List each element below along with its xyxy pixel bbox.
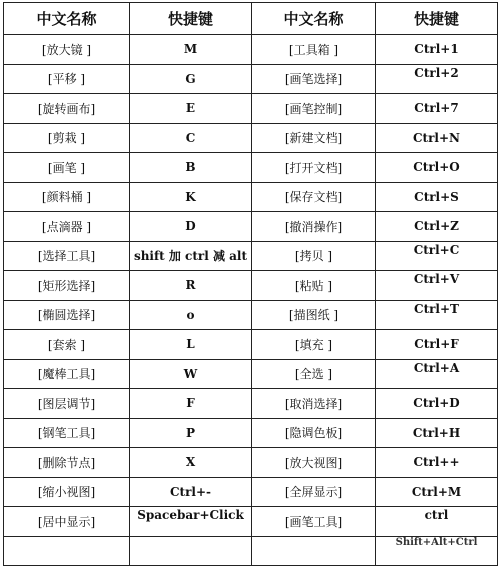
command-name-cell [252, 35, 376, 65]
command-shortcut-cell-text: Ctrl+7 [414, 101, 459, 116]
table-row [4, 212, 498, 242]
command-name-cell [252, 507, 376, 537]
tool-shortcut-cell-text: D [185, 219, 196, 234]
tool-shortcut-cell [130, 507, 252, 537]
header-name-1: 中文名称 [4, 3, 130, 35]
command-shortcut-cell-text: Shift+Alt+Ctrl [395, 536, 478, 548]
tool-name-cell [4, 359, 130, 389]
tool-shortcut-cell [130, 182, 252, 212]
command-shortcut-cell [376, 35, 498, 65]
command-name-cell [252, 477, 376, 507]
command-name-cell [252, 300, 376, 330]
tool-shortcut-cell-text: Ctrl+- [169, 484, 211, 499]
tool-name-cell [4, 241, 130, 271]
command-name-cell-text: [描图纸 ] [288, 308, 339, 323]
tool-name-cell [4, 182, 130, 212]
tool-shortcut-cell-text: B [185, 160, 196, 175]
command-name-cell-text: [放大视图] [284, 455, 343, 470]
command-shortcut-cell-text: Ctrl++ [413, 455, 460, 470]
command-shortcut-cell [376, 94, 498, 124]
table-row [4, 35, 498, 65]
command-shortcut-cell-text: Ctrl+H [412, 425, 461, 440]
tool-shortcut-cell [130, 536, 252, 566]
tool-name-cell [4, 507, 130, 537]
command-name-cell [252, 241, 376, 271]
command-shortcut-cell-text: Ctrl+D [413, 396, 460, 411]
command-shortcut-cell-text: Ctrl+1 [414, 42, 459, 57]
command-shortcut-cell [376, 182, 498, 212]
command-name-cell [252, 330, 376, 360]
command-shortcut-cell [376, 507, 498, 537]
table-row [4, 64, 498, 94]
command-shortcut-cell-text: Ctrl+V [413, 272, 460, 287]
table-row [4, 389, 498, 419]
tool-name-cell [4, 448, 130, 478]
tool-name-cell-text: [套索 ] [47, 337, 86, 352]
tool-shortcut-cell [130, 448, 252, 478]
command-name-cell-text: [拷贝 ] [294, 249, 333, 264]
table-row [4, 418, 498, 448]
tool-name-cell [4, 64, 130, 94]
tool-name-cell [4, 271, 130, 301]
header-name-2: 中文名称 [252, 3, 376, 35]
tool-shortcut-cell-text: P [185, 425, 196, 440]
tool-shortcut-cell-text: F [186, 396, 195, 411]
command-shortcut-cell-text: Ctrl+N [413, 130, 460, 145]
command-shortcut-cell [376, 359, 498, 389]
command-name-cell-text: [隐调色板] [284, 426, 343, 441]
command-shortcut-cell [376, 300, 498, 330]
command-name-cell-text: [画笔控制] [284, 101, 343, 116]
tool-name-cell [4, 477, 130, 507]
tool-shortcut-cell [130, 359, 252, 389]
tool-name-cell-text: [剪栽 ] [47, 131, 86, 146]
command-name-cell [252, 536, 376, 566]
table-row [4, 448, 498, 478]
tool-name-cell-text: [颜料桶 ] [41, 190, 92, 205]
tool-shortcut-cell [130, 123, 252, 153]
command-shortcut-cell-text: Ctrl+S [414, 189, 459, 204]
tool-shortcut-cell-text: X [185, 455, 196, 470]
table-row [4, 359, 498, 389]
command-shortcut-cell-text: Ctrl+T [414, 301, 459, 316]
command-name-cell-text: [画笔工具] [284, 514, 343, 529]
command-shortcut-cell [376, 389, 498, 419]
table-row [4, 123, 498, 153]
command-name-cell-text: [打开文档] [284, 160, 343, 175]
tool-shortcut-cell-text: G [185, 71, 196, 86]
command-name-cell [252, 64, 376, 94]
tool-name-cell [4, 94, 130, 124]
header-key-2: 快捷键 [376, 3, 498, 35]
command-shortcut-cell [376, 212, 498, 242]
tool-name-cell-text: [图层调节] [37, 396, 96, 411]
command-name-cell [252, 182, 376, 212]
tool-shortcut-cell-text: shift 加 ctrl 减 alt [133, 249, 248, 264]
command-name-cell [252, 271, 376, 301]
command-shortcut-cell [376, 271, 498, 301]
tool-shortcut-cell-text: R [185, 278, 196, 293]
command-name-cell [252, 212, 376, 242]
tool-name-cell [4, 35, 130, 65]
tool-shortcut-cell [130, 418, 252, 448]
command-shortcut-cell [376, 153, 498, 183]
tool-name-cell-text: [钢笔工具] [37, 426, 96, 441]
tool-shortcut-cell [130, 271, 252, 301]
command-shortcut-cell [376, 418, 498, 448]
tool-shortcut-cell-text: M [183, 42, 198, 57]
command-name-cell [252, 418, 376, 448]
command-name-cell [252, 153, 376, 183]
tool-shortcut-cell-text: Spacebar+Click [137, 508, 244, 523]
table-row [4, 182, 498, 212]
table-row [4, 153, 498, 183]
table-row [4, 271, 498, 301]
command-shortcut-cell-text: Ctrl+Z [414, 219, 459, 234]
tool-name-cell-text: [选择工具] [37, 249, 96, 264]
tool-name-cell-text: [放大镜 ] [41, 42, 92, 57]
command-name-cell-text: [填充 ] [294, 337, 333, 352]
command-shortcut-cell [376, 123, 498, 153]
table-row [4, 94, 498, 124]
table-row [4, 300, 498, 330]
command-name-cell-text: [新建文档] [284, 131, 343, 146]
command-name-cell-text: [保存文档] [284, 190, 343, 205]
command-shortcut-cell [376, 241, 498, 271]
command-name-cell [252, 359, 376, 389]
command-shortcut-cell [376, 448, 498, 478]
command-name-cell [252, 123, 376, 153]
tool-shortcut-cell [130, 64, 252, 94]
tool-name-cell [4, 536, 130, 566]
tool-name-cell-text: [点滴器 ] [41, 219, 92, 234]
table-row [4, 536, 498, 566]
tool-shortcut-cell [130, 212, 252, 242]
tool-shortcut-cell [130, 389, 252, 419]
tool-name-cell [4, 330, 130, 360]
command-shortcut-cell-text: Ctrl+A [413, 360, 460, 375]
tool-name-cell [4, 123, 130, 153]
table-row [4, 330, 498, 360]
tool-shortcut-cell-text: C [185, 130, 196, 145]
command-shortcut-cell-text: Ctrl+M [411, 484, 462, 499]
tool-name-cell-text: [椭圆选择] [37, 308, 96, 323]
tool-shortcut-cell [130, 477, 252, 507]
command-name-cell-text: [粘贴 ] [294, 278, 333, 293]
tool-name-cell [4, 389, 130, 419]
table-row [4, 241, 498, 271]
command-shortcut-cell [376, 330, 498, 360]
tool-name-cell [4, 153, 130, 183]
command-shortcut-cell [376, 64, 498, 94]
tool-shortcut-cell-text: o [186, 307, 195, 322]
command-name-cell [252, 448, 376, 478]
command-name-cell [252, 94, 376, 124]
tool-shortcut-cell [130, 330, 252, 360]
tool-shortcut-cell [130, 94, 252, 124]
tool-name-cell-text: [平移 ] [47, 72, 86, 87]
header-key-1: 快捷键 [130, 3, 252, 35]
tool-name-cell [4, 418, 130, 448]
tool-name-cell-text: [缩小视图] [37, 485, 96, 500]
tool-name-cell [4, 212, 130, 242]
command-shortcut-cell [376, 477, 498, 507]
tool-shortcut-cell [130, 241, 252, 271]
tool-shortcut-cell-text: L [186, 337, 195, 352]
command-name-cell-text: [撤消操作] [284, 219, 343, 234]
command-shortcut-cell-text: Ctrl+O [413, 160, 460, 175]
table-row [4, 507, 498, 537]
tool-shortcut-cell-text: E [185, 101, 196, 116]
tool-shortcut-cell [130, 300, 252, 330]
command-name-cell [252, 389, 376, 419]
command-shortcut-cell-text: Ctrl+F [414, 337, 459, 352]
tool-name-cell-text: [居中显示] [37, 514, 96, 529]
shortcut-table [3, 2, 498, 566]
command-shortcut-cell [376, 536, 498, 566]
tool-shortcut-cell-text: W [183, 366, 198, 381]
command-name-cell-text: [工具箱 ] [288, 42, 339, 57]
tool-name-cell-text: [画笔 ] [47, 160, 86, 175]
tool-shortcut-cell-text: K [185, 189, 196, 204]
tool-name-cell-text: [旋转画布] [37, 101, 96, 116]
tool-shortcut-cell [130, 35, 252, 65]
command-name-cell-text: [全选 ] [294, 367, 333, 382]
command-name-cell-text: [全屏显示] [284, 485, 343, 500]
command-shortcut-cell-text: ctrl [424, 508, 449, 523]
tool-shortcut-cell [130, 153, 252, 183]
tool-name-cell-text: [魔棒工具] [37, 367, 96, 382]
command-name-cell-text: [画笔选择] [284, 72, 343, 87]
tool-name-cell-text: [矩形选择] [37, 278, 96, 293]
header-row [4, 3, 498, 35]
command-name-cell-text: [取消选择] [284, 396, 343, 411]
command-shortcut-cell-text: Ctrl+2 [414, 65, 459, 80]
command-shortcut-cell-text: Ctrl+C [413, 242, 460, 257]
tool-name-cell [4, 300, 130, 330]
tool-name-cell-text: [删除节点] [37, 455, 96, 470]
table-row [4, 477, 498, 507]
